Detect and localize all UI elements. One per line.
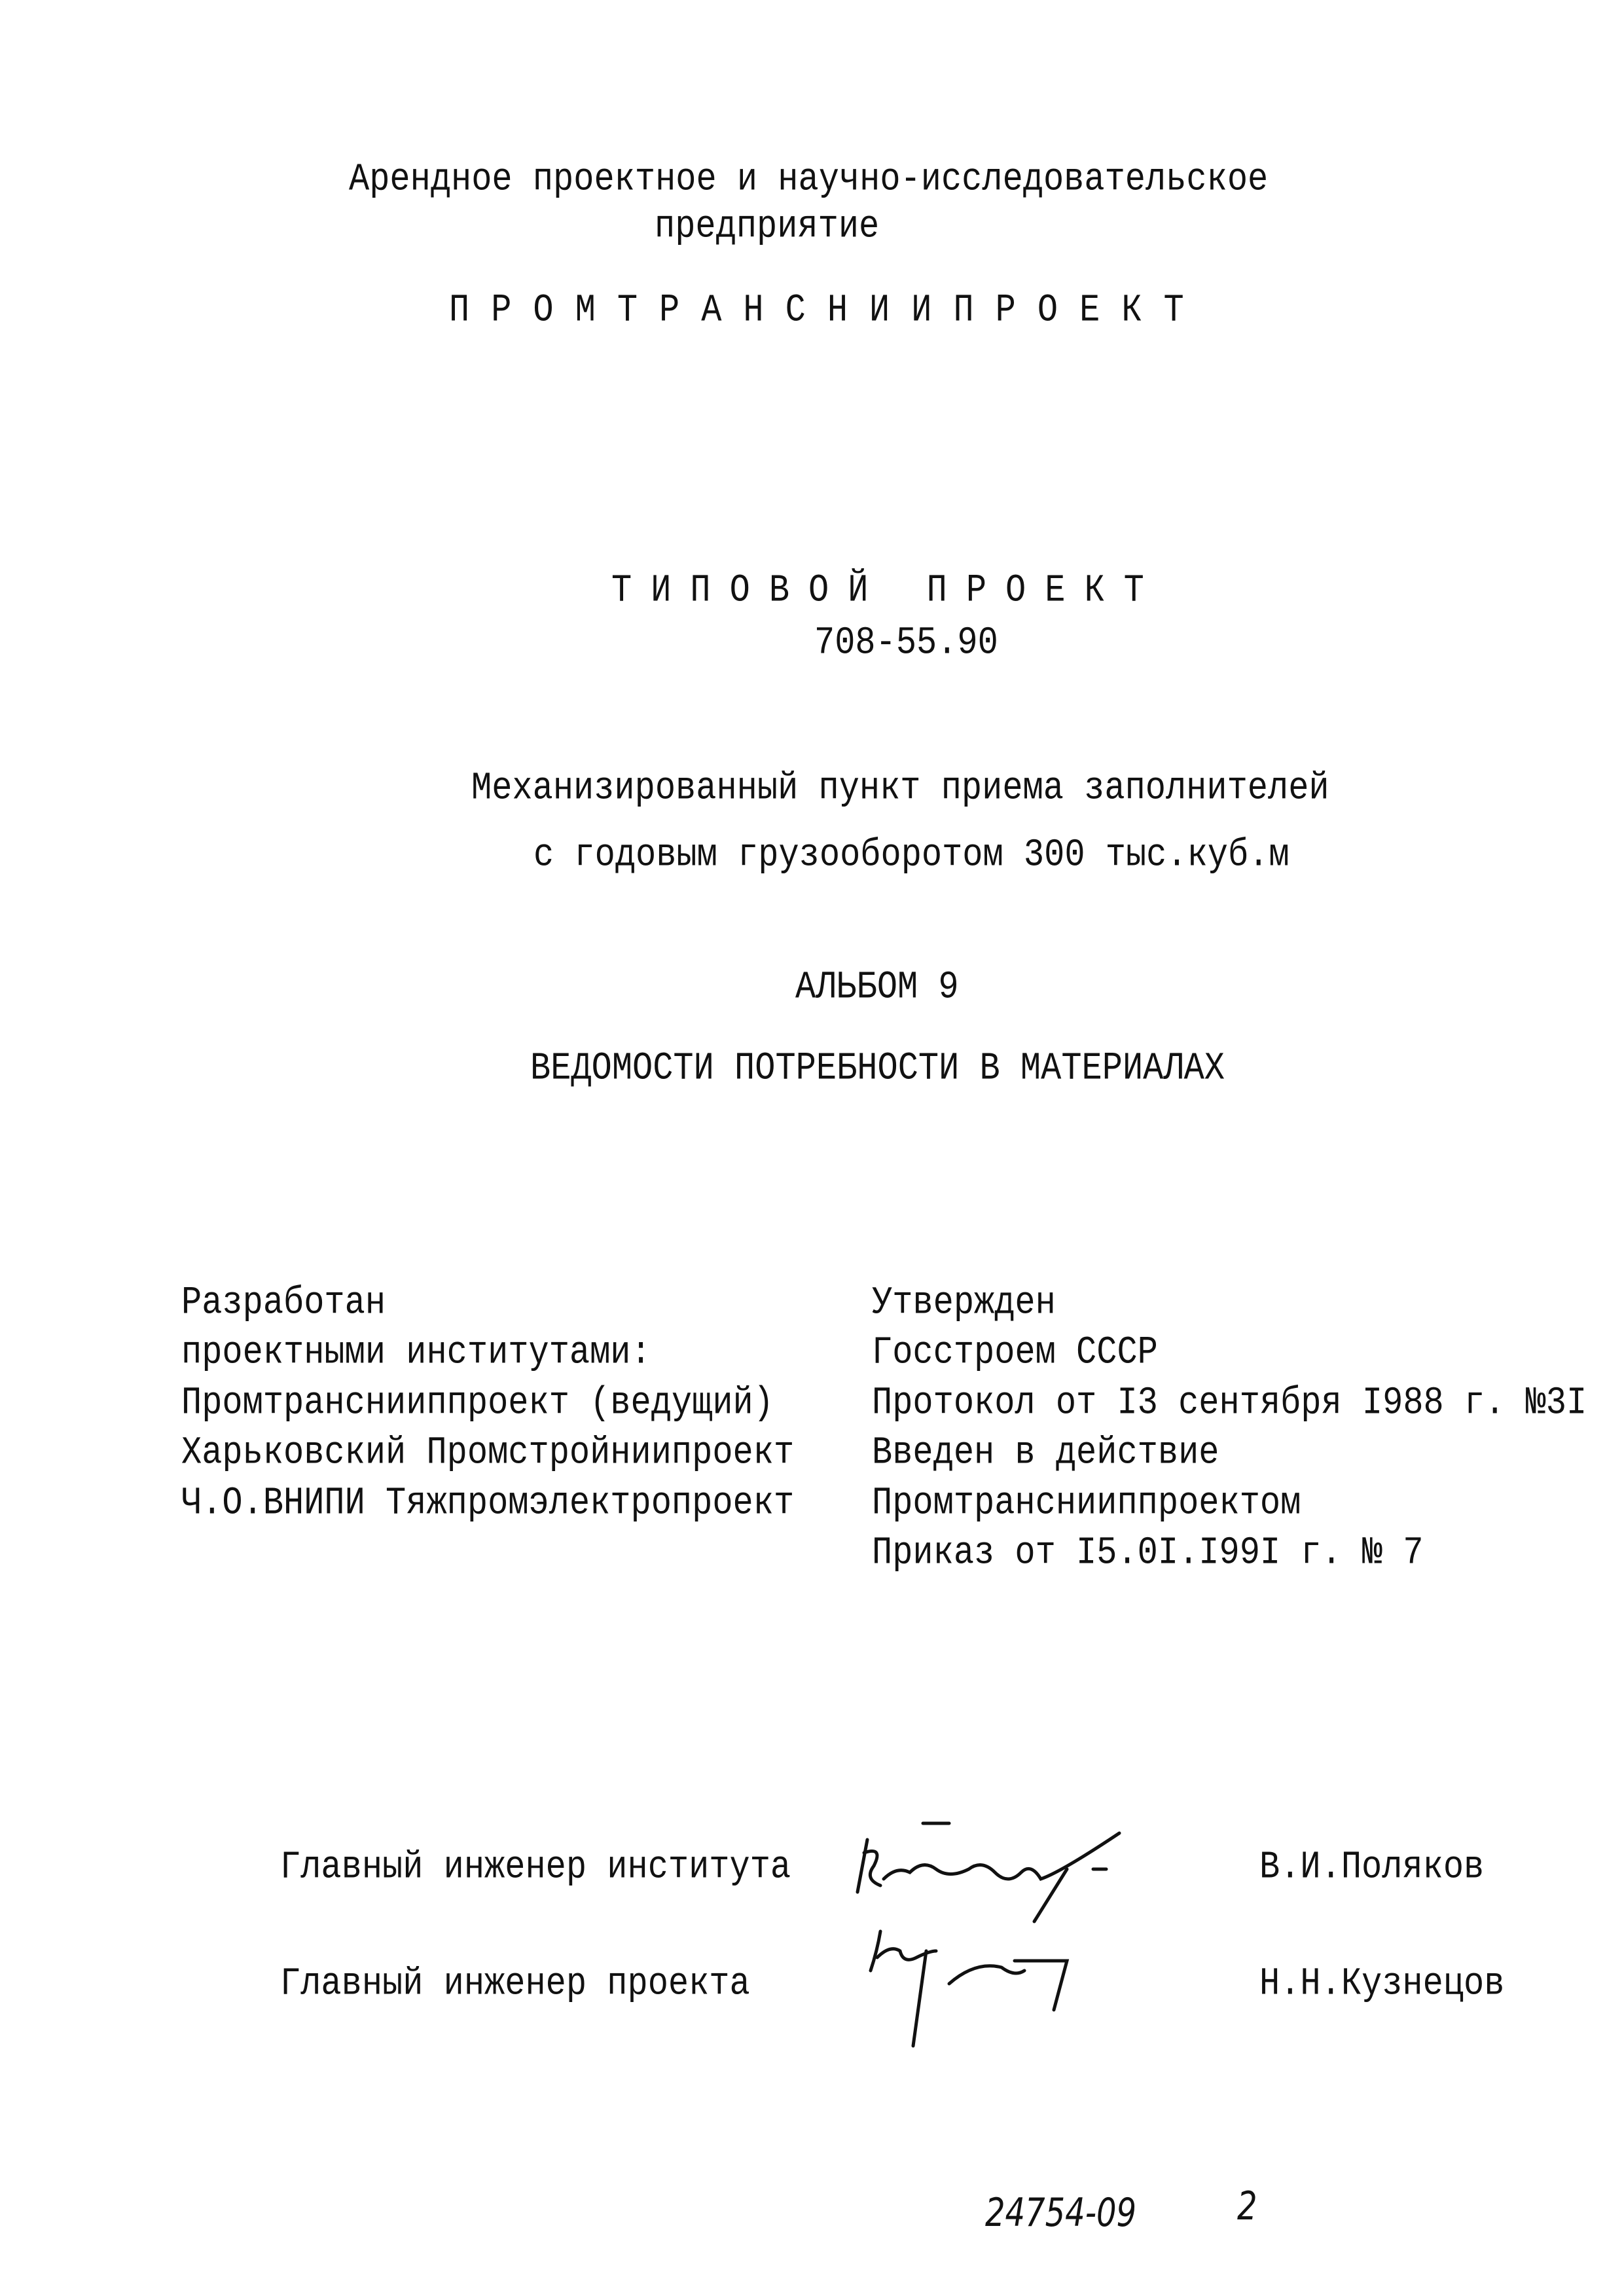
developed-line: Ч.О.ВНИПИ Тяжпромэлектропроект — [181, 1481, 795, 1525]
approved-line: Промтранснииппроектом — [872, 1481, 1301, 1525]
developed-line: Промтранснииппроект (ведущий) — [181, 1381, 774, 1425]
approved-line: Приказ от I5.0I.I99I г. № 7 — [872, 1531, 1424, 1575]
developed-line: Харьковский Промстройниипроект — [181, 1430, 795, 1475]
project-title-line-1: Механизированный пункт приема заполнителей — [471, 766, 1329, 811]
signature-role-2: Главный инженер проекта — [280, 1961, 750, 2006]
approved-line: Протокол от I3 сентября I988 г. №3I — [872, 1381, 1587, 1425]
developed-line: Разработан — [181, 1281, 386, 1325]
org-line-2: предприятие — [655, 204, 880, 249]
project-type: ТИПОВОЙ ПРОЕКТ — [611, 568, 1163, 613]
signature-name-2: Н.Н.Кузнецов — [1259, 1961, 1505, 2006]
approved-line: Госстроем СССР — [872, 1330, 1158, 1375]
org-name: ПРОМТРАНСНИИПРОЕКТ — [449, 288, 1206, 333]
signature-1-handwriting — [844, 1807, 1198, 1925]
signature-2-handwriting — [851, 1912, 1165, 2056]
approved-line: Введен в действие — [872, 1430, 1219, 1475]
album-number: АЛЬБОМ 9 — [795, 965, 959, 1010]
project-title-line-2: с годовым грузооборотом 300 тыс.куб.м — [533, 833, 1290, 877]
album-title: ВЕДОМОСТИ ПОТРЕБНОСТИ В МАТЕРИАЛАХ — [530, 1046, 1225, 1091]
signature-role-1: Главный инженер института — [280, 1845, 791, 1889]
document-code: 24754-09 — [985, 2190, 1137, 2236]
developed-line: проектными институтами: — [181, 1330, 651, 1375]
approved-line: Утвержден — [872, 1281, 1056, 1325]
signature-name-1: В.И.Поляков — [1259, 1845, 1485, 1889]
project-number: 708-55.90 — [814, 621, 998, 665]
org-line-1: Арендное проектное и научно-исследовательское — [349, 157, 1269, 202]
page-number: 2 — [1237, 2183, 1257, 2229]
